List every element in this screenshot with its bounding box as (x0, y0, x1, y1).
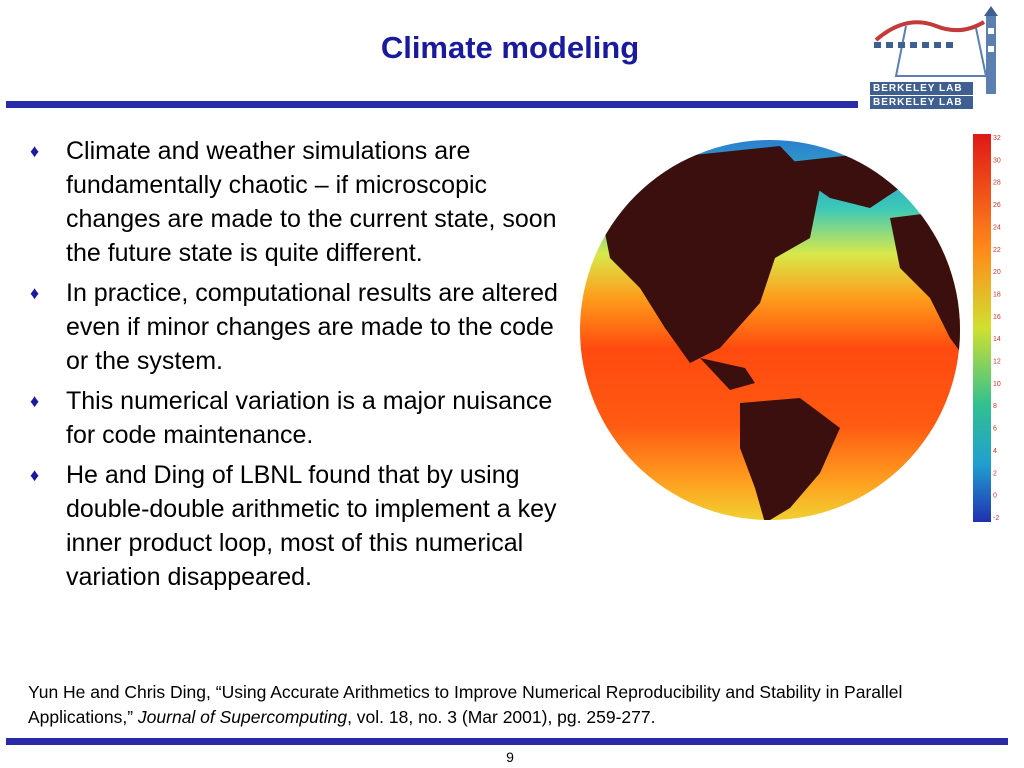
slide-title: Climate modeling (380, 30, 640, 65)
diamond-bullet-icon: ♦ (30, 283, 40, 303)
berkeley-lab-logo (866, 6, 1016, 110)
diamond-bullet-icon: ♦ (30, 141, 40, 161)
colorbar-tick-label: 18 (993, 291, 1001, 299)
colorbar-tick-label: 2 (993, 470, 997, 478)
bullet-text: Climate and weather simulations are fundamentally chaotic – if microscopic changes are made to the current state, soon the future state is quite different. (66, 137, 557, 267)
colorbar-tick-label: 28 (993, 179, 1001, 187)
bullet-item (30, 458, 570, 594)
colorbar-tick-label: 14 (993, 336, 1001, 344)
colorbar-tick-label: 10 (993, 380, 1001, 388)
citation-details: , vol. 18, no. 3 (Mar 2001), pg. 259-277. (347, 707, 656, 727)
climate-globe-image (570, 128, 1010, 530)
colorbar-tick-label: 0 (993, 492, 997, 500)
logo-text-line-2: BERKELEY LAB (870, 96, 973, 109)
colorbar-tick-label: 6 (993, 425, 997, 433)
colorbar (973, 134, 991, 522)
colorbar-tick-label: 16 (993, 313, 1001, 321)
colorbar-tick-label: 4 (993, 447, 997, 455)
colorbar-tick-label: 24 (993, 224, 1001, 232)
diamond-bullet-icon: ♦ (30, 465, 40, 485)
diamond-bullet-icon: ♦ (30, 391, 40, 411)
citation (28, 680, 988, 730)
bullet-text: This numerical variation is a major nuisance for code maintenance. (66, 387, 553, 449)
bullet-text: He and Ding of LBNL found that by using double-double arithmetic to implement a key inner product loop, most of this numerical variation disappeared. (66, 461, 557, 591)
page-number: 9 (506, 749, 514, 765)
colorbar-tick-label: 20 (993, 269, 1001, 277)
bullet-list (30, 134, 570, 600)
citation-text: Yun He and Chris Ding, “Using Accurate Arithmetics to Improve Numerical Reproducibility and Stability in Parallel Applications,” (28, 682, 903, 727)
bullet-item (30, 134, 570, 270)
bullet-item (30, 276, 570, 378)
colorbar-tick-label: 32 (993, 135, 1001, 142)
bullet-text: In practice, computational results are altered even if minor changes are made to the code or the system. (66, 279, 558, 375)
colorbar-tick-label: 8 (993, 403, 997, 411)
bullet-item (30, 384, 570, 452)
logo-text-line-1: BERKELEY LAB (870, 82, 973, 95)
citation-journal: Journal of Supercomputing (137, 707, 348, 727)
climate-globe-figure (570, 128, 1010, 530)
footer-rule (6, 738, 1008, 745)
colorbar-tick-label: 12 (993, 358, 1001, 366)
colorbar-tick-label: 30 (993, 157, 1001, 165)
colorbar-tick-label: -2 (993, 515, 1000, 522)
colorbar-tick-label: 26 (993, 202, 1001, 210)
header-rule (6, 101, 858, 108)
colorbar-tick-label: 22 (993, 246, 1001, 254)
